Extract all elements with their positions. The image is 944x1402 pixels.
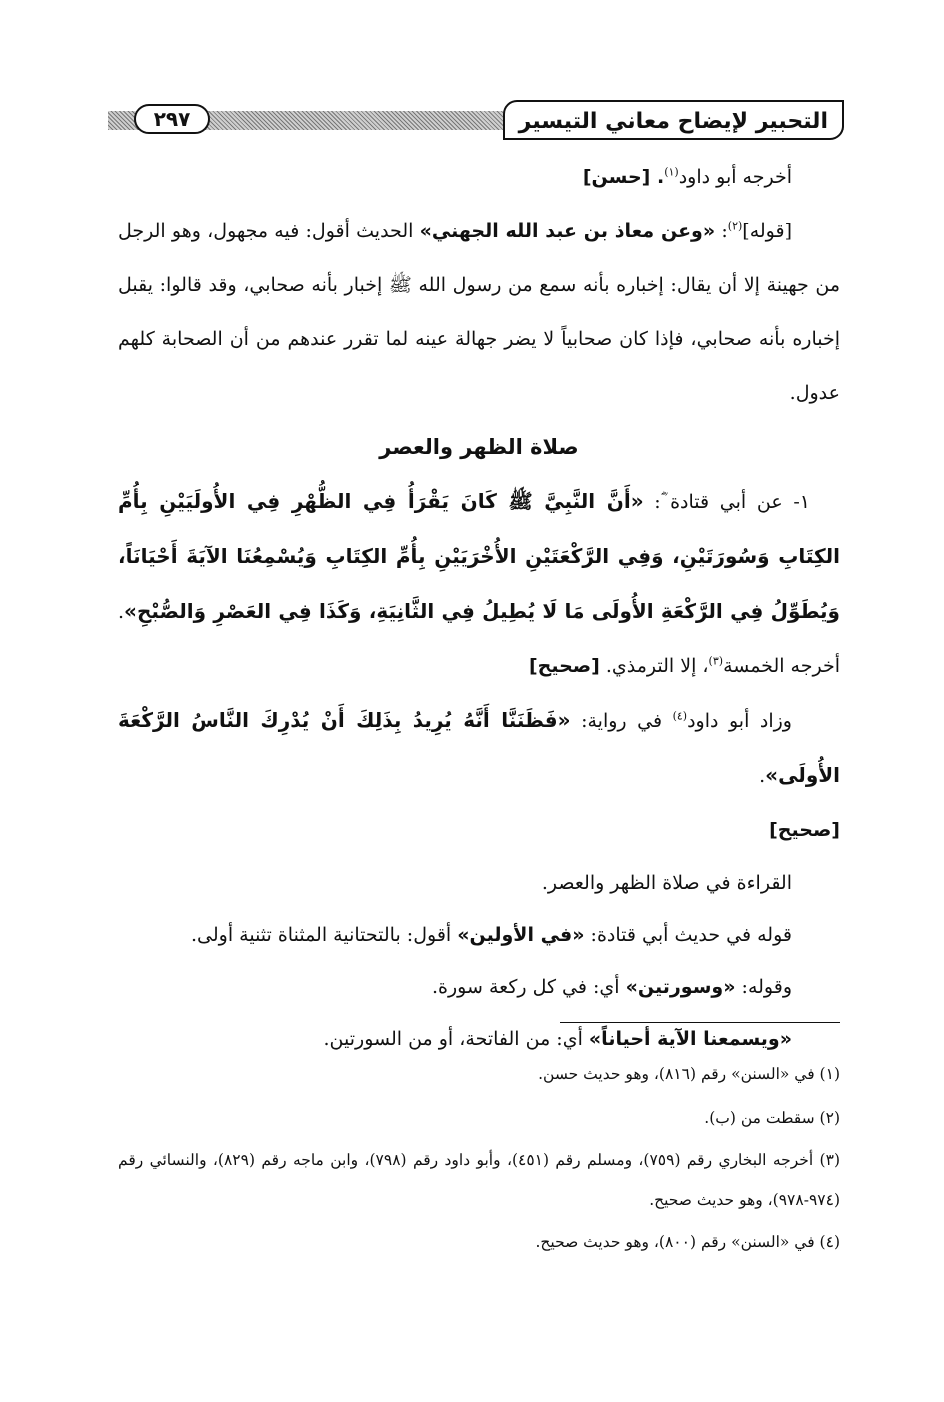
- footnote-ref[interactable]: (١): [664, 165, 679, 179]
- footnote-ref[interactable]: (٢): [727, 219, 743, 233]
- quoted-text: «في الأولين»: [457, 924, 585, 946]
- page-header: [108, 100, 844, 146]
- section-title: صلاة الظهر والعصر: [379, 435, 579, 459]
- footnote-ref[interactable]: (٣): [708, 654, 724, 668]
- para-open: [قوله]: [742, 220, 792, 242]
- addition-mid: في رواية:: [570, 710, 673, 732]
- comment-text: قوله في حديث أبي قتادة:: [584, 924, 792, 946]
- commentary-paragraph: [118, 204, 840, 420]
- comment-text: أي: في كل ركعة سورة.: [432, 976, 626, 998]
- addition-intro: وزاد أبو داود: [687, 710, 792, 732]
- paragraph-text: الحديث أقول: فيه مجهول، وهو الرجل من جهينة إلا أن يقال: إخباره بأنه سمع من رسول الله ﷺ إخبار بأنه صحابي، وقد قالوا: يقبل إخباره بأنه صحابي، فإذا كان صحابياً لا يضر جهالة عينه لما تقرر عندهم من أن الصحابة كلهم عدول.: [118, 220, 840, 404]
- comment-text: أقول: بالتحتانية المثناة تثنية أولى.: [190, 924, 458, 946]
- quoted-text: «ويسمعنا الآية أحياناً»: [588, 1028, 792, 1050]
- grade-label: [صحيح]: [769, 819, 840, 841]
- hadith-text: «أَنَّ النَّبِيَّ ﷺ كَانَ يَقْرَأُ فِي الظُّهْرِ فِي الأُولَيَيْنِ بِأُمِّ الكِتَابِ وَسُورَتَيْنِ، وَفِي الرَّكْعَتَيْنِ الأُخْرَيَيْنِ بِأُمِّ الكِتَابِ وَيُسْمِعُنَا الآيَةَ أَحْيَانَاً، وَيُطَوِّلُ فِي الرَّكْعَةِ الأُولَى مَا لَا يُطِيلُ فِي الثَّانِيَةِ، وَكَذَا فِي العَصْرِ وَالصُّبْحِ»: [118, 489, 840, 623]
- quoted-text: «وسورتين»: [625, 976, 736, 998]
- footnote-3: (٣) أخرجه البخاري رقم (٧٥٩)، ومسلم رقم (٤٥١)، وأبو داود رقم (٧٩٨)، وابن ماجه رقم (٨٢٩)، والنسائي رقم (٩٧٤-٩٧٨)، وهو حديث صحيح.: [118, 1151, 840, 1209]
- comment-text: وقوله:: [735, 976, 792, 998]
- grade-label: [صحيح]: [528, 655, 600, 677]
- hadith-paragraph: [118, 474, 840, 693]
- main-text: [118, 150, 840, 1065]
- footnote-4: (٤) في «السنن» رقم (٨٠٠)، وهو حديث صحيح.: [535, 1233, 840, 1251]
- addition-end: .: [759, 765, 766, 787]
- addition-paragraph: [118, 693, 840, 857]
- colon: :: [715, 220, 728, 242]
- footnote-1: (١) في «السنن» رقم (٨١٦)، وهو حديث حسن.: [538, 1065, 840, 1083]
- footnote-ref[interactable]: (٤): [672, 709, 688, 723]
- hadith-tail: ، إلا الترمذي.: [599, 655, 709, 677]
- page-number: ٢٩٧: [134, 104, 210, 134]
- source-text: أخرجه أبو داود: [678, 166, 792, 188]
- hadith-source: . أخرجه الخمسة: [118, 601, 840, 677]
- addition-quote: «فَظَنَنَّا أَنَّهُ يُرِيدُ بِذَلِكَ أَنْ يُدْرِكَ النَّاسُ الرَّكْعَةَ الأُولَى»: [118, 708, 840, 787]
- source-line: [118, 150, 840, 204]
- footnotes: [118, 1052, 840, 1264]
- comment-text: أي: من الفاتحة، أو من السورتين.: [323, 1028, 589, 1050]
- book-title: التحبير لإيضاح معاني التيسير: [503, 100, 844, 140]
- grade-label: . [حسن]: [582, 166, 665, 188]
- comment-line: القراءة في صلاة الظهر والعصر.: [541, 872, 792, 894]
- hadith-intro: ١- عن أبي قتادة ؓ:: [643, 491, 810, 513]
- footnote-2: (٢) سقطت من (ب).: [704, 1109, 840, 1127]
- footnote-divider: [560, 1022, 840, 1023]
- comment-line: [118, 909, 840, 961]
- quoted-text: «وعن معاذ بن عبد الله الجهني»: [419, 220, 716, 242]
- comment-line: [118, 961, 840, 1013]
